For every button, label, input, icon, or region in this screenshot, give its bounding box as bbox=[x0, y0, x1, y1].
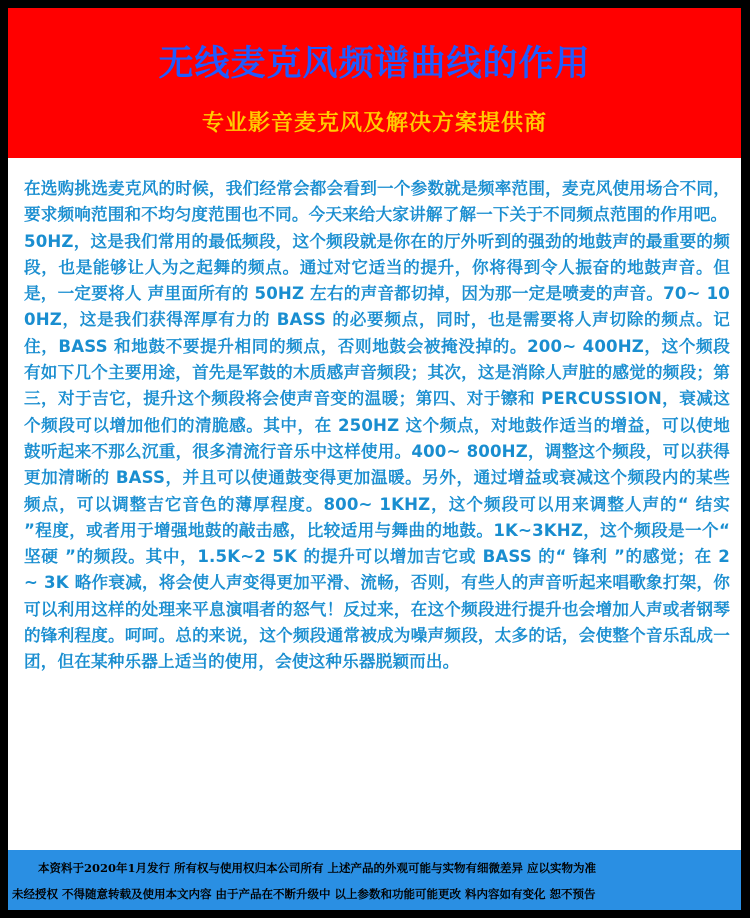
document-page bbox=[8, 8, 741, 910]
article-body bbox=[24, 176, 730, 676]
footer-notice-line1: 本资料于2020年1月发行 所有权与使用权归本公司所有 上述产品的外观可能与实物有细微差异 应以实物为准 bbox=[38, 861, 597, 875]
article-paragraph-frequencies: 50HZ，这是我们常用的最低频段，这个频段就是你在的厅外听到的强劲的地鼓声的最重要的频段，也是能够让人为之起舞的频点。通过对它适当的提升，你将得到令人振奋的地鼓声音。但是，一定要将人 声里面所有的 50HZ 左右的声音都切掉，因为那一定是喷麦的声音。70~ 100HZ，这是我们获得浑厚有力的 BASS 的必要频点，同时，也是需要将人声切除的频点。记住，BASS 和地鼓不要提升相同的频点，否则地鼓会被掩没掉的。200~ 400HZ，这个频段有如下几个主要用途，首先是军鼓的木质感声音频段；其次，这是消除人声脏的感觉的频段；第三，对于吉它，提升这个频段将会使声音变的温暖；第四、对于镲和 PERCUSSION，衰减这个频段可以增加他们的清脆感。其中，在 250HZ 这个频点，对地鼓作适当的增益，可以使地鼓听起来不那么沉重，很多清流行音乐中这样使用。400~ 800HZ，调整这个频段，可以获得更加清晰的 BASS，并且可以使通鼓变得更加温暖。另外，通过增益或衰减这个频段内的某些频点，可以调整吉它音色的薄厚程度。800~ 1KHZ，这个频段可以用来调整人声的“ 结实 ”程度，或者用于增强地鼓的敲击感，比较适用与舞曲的地鼓。1K~3KHZ，这个频段是一个“ 坚硬 ”的频段。其中，1.5K~2 5K 的提升可以增加吉它或 BASS 的“ 锋利 ”的感觉；在 2 ~ 3K 略作衰减，将会使人声变得更加平滑、流畅，否则，有些人的声音听起来唱歌象打架，你可以利用这样的处理来平息演唱者的怒气！反过来，在这个频段进行提升也会增加人声或者钢琴的锋利程度。呵呵。总的来说，这个频段通常被成为噪声频段，太多的话，会使整个音乐乱成一团，但在某种乐器上适当的使用，会使这种乐器脱颖而出。 bbox=[24, 231, 730, 672]
page-title: 无线麦克风频谱曲线的作用 bbox=[158, 44, 591, 84]
page-subtitle: 专业影音麦克风及解决方案提供商 bbox=[201, 111, 547, 136]
header-banner bbox=[8, 8, 741, 158]
footer-notice-line2: 未经授权 不得随意转载及使用本文内容 由于产品在不断升级中 以上参数和功能可能更改 料内容如有变化 恕不预告 bbox=[12, 887, 596, 901]
footer-banner bbox=[8, 850, 741, 910]
article-paragraph-intro: 在选购挑选麦克风的时候，我们经常会都会看到一个参数就是频率范围，麦克风使用场合不同，要求频响范围和不均匀度范围也不同。今天来给大家讲解了解一下关于不同频点范围的作用吧。 bbox=[24, 179, 730, 225]
